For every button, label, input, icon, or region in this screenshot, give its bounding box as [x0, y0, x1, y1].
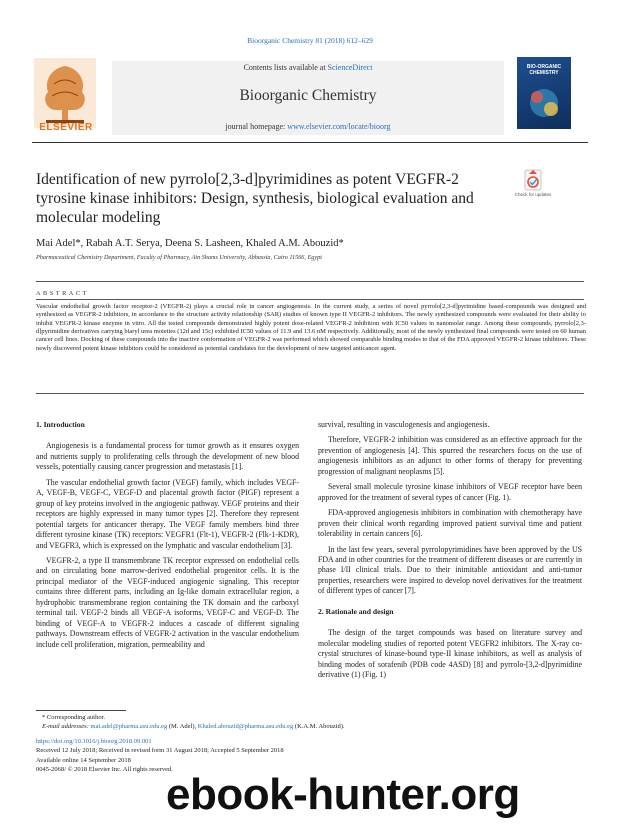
journal-name: Bioorganic Chemistry [239, 87, 377, 104]
footnote-rule [36, 710, 126, 711]
paragraph: Angiogenesis is a fundamental process for tumor growth as it ensures oxygen and nutrients supply to proliferating cells through the development of new blood vessels, potentially causing cancer progression and metastasis [1]. [36, 441, 299, 472]
paragraph: Therefore, VEGFR-2 inhibition was considered as an effective approach for the prevention of angiogenesis [4]. This spurred the researchers focus on the use of angiogenesis inhibitors as an adjunct to other forms of therapy for preventing progression of malignant neoplasms [5]. [318, 435, 582, 476]
email-label: E-mail addresses: [42, 723, 91, 730]
abstract-bottom-rule [36, 393, 584, 394]
abstract-text: Vascular endothelial growth factor receptor-2 (VEGFR-2) plays a crucial role in cancer angiogenesis. In the current study, a series of novel pyrrolo[2,3-d]pyrimidine based-compounds was designed and synthesized as VEGFR-2 inhibitors, in accordance to the structure activity relationship (SAR) studies of known type II VEGFR-2 inhibitors. The newly synthesized compounds were evaluated for their ability to inhibit VEGFR-2 kinase enzyme in vitro. All the tested compounds demonstrated highly potent dose-related VEGFR-2 inhibition with IC50 values in nanomolar range. Among these compounds, pyrrolo[2,3-d]pyrimidine derivatives carrying biaryl urea moieties (12d and 15c) exhibited IC50 values of 11.9 and 13.6 nM respectively. Additionally, most of the newly synthesized final compounds were tested on 60 human cancer cell lines. Docking of these compounds into the inactive conformation of VEGFR-2 was performed which showed comparable binding modes to that of the FDA approved VEGFR-2 kinase inhibitors. These newly discovered potent kinase inhibitors could be considered as potential candidates for the development of new targeted anticancer agent. [36, 303, 586, 352]
elsevier-tree-logo [34, 58, 96, 128]
email-link-abouzid[interactable]: Khaled.abouzid@pharma.asu.edu.eg [197, 723, 294, 730]
cover-molecule-graphic [523, 83, 565, 123]
paragraph: The design of the target compounds was based on literature survey and molecular modeling studies of reported potent VEGFR2 inhibitors. The X-ray co-crystal structures of kinase-bound type-II kinase inhibitors, as well as analysis of binding modes of sorafenib (PDB code 4ASD) [8] and pyrrolo-[3,2-d]pyrimidine derivative (1) (Fig. 1) [318, 628, 582, 680]
corresponding-author-note: * Corresponding author. [42, 714, 106, 721]
copyright-line: 0045-2068/ © 2018 Elsevier Inc. All rights reserved. [36, 766, 173, 774]
section-heading-rationale: 2. Rationale and design [318, 606, 394, 616]
paragraph: Several small molecule tyrosine kinase inhibitors of VEGF receptor have been approved for the treatment of several types of cancer (Fig. 1). [318, 482, 582, 502]
body-column-right [318, 420, 582, 681]
abstract-heading: ABSTRACT [36, 290, 89, 297]
author-list: Mai Adel*, Rabah A.T. Serya, Deena S. Lasheen, Khaled A.M. Abouzid* [36, 238, 344, 249]
contents-line [112, 63, 504, 72]
journal-cover-image [517, 57, 571, 129]
cover-title: BIO-ORGANIC CHEMISTRY [526, 64, 562, 76]
contents-prefix: Contents lists available at [243, 63, 328, 72]
paragraph: The vascular endothelial growth factor (VEGF) family, which includes VEGF-A, VEGF-B, VEGF-C, VEGF-D and placental growth factor (PIGF) represent a group of key proteins involved in the angiogenic pathway. VEGF proteins and their receptors are highly expressed in many tumor types [2]. Therefore they represent potential targets for anticancer therapy. The VEGF family members bind three different tyrosine kinase (TK) receptors: VEGFR1 (Flt-1), VEGFR-2 (Flk-1-KDR), and VEGFR3, which is expressed on the lymphatic and vascular endothelium [3]. [36, 477, 299, 550]
section-heading-introduction: 1. Introduction [36, 420, 85, 429]
received-dates: Received 12 July 2018; Received in revised form 31 August 2018; Accepted 5 September 2018 [36, 747, 284, 755]
email-owner: (K.A.M. Abouzid). [293, 723, 345, 730]
doi-link[interactable]: https://doi.org/10.1016/j.bioorg.2018.09.001 [36, 738, 152, 745]
journal-homepage [112, 122, 504, 131]
sciencedirect-link[interactable]: ScienceDirect [327, 63, 373, 72]
article-title: Identification of new pyrrolo[2,3-d]pyrimidines as potent VEGFR-2 tyrosine kinase inhibitors: Design, synthesis, biological evaluation and molecular modeling [36, 171, 474, 226]
journal-reference[interactable] [0, 36, 620, 45]
email-owner: (M. Adel), [167, 723, 198, 730]
paragraph: In the last few years, several pyrrolopyrimidines have been approved by the US FDA and in other countries for the treatment of different diseases or are currently in phase I/II clinical trials. Due to their inimitable antioxidant and anti-tumor properties, researchers were inspired to develop novel derivatives for the treatment of different types of cancer [7]. [318, 544, 582, 596]
watermark-text: ebook-hunter.org [166, 770, 520, 819]
footnotes [42, 713, 582, 731]
paragraph: survival, resulting in vasculogenesis and angiogenesis. [318, 420, 490, 429]
online-date: Available online 14 September 2018 [36, 756, 131, 764]
publisher-name: ELSEVIER [39, 122, 93, 133]
homepage-prefix: journal homepage: [225, 122, 288, 131]
header-divider [32, 142, 588, 143]
publication-info [36, 737, 336, 775]
affiliation: Pharmaceutical Chemistry Department, Faculty of Pharmacy, Ain Shams University, Abbassia, Cairo 11566, Egypt [36, 254, 322, 261]
email-line [42, 722, 582, 731]
check-for-updates-label[interactable]: Check for updates [514, 192, 552, 197]
paragraph: FDA-approved angiogenesis inhibitors in combination with chemotherapy have proven their clinical worth regarding improved patient survival time and patient tolerability in certain cancers [6]. [318, 508, 582, 539]
body-column-left [36, 420, 299, 650]
abstract-heading-rule [36, 299, 584, 300]
email-link-adel[interactable]: mai.adel@pharma.asu.edu.eg [90, 723, 168, 730]
journal-reference-link[interactable]: Bioorganic Chemistry 81 (2018) 612–629 [247, 36, 373, 45]
paragraph: VEGFR-2, a type II transmembrane TK receptor expressed on endothelial cells and on circulating bone marrow-derived endothelial progenitor cells. It is the principal mediator of the VEGF-induced angiogenic signaling. This receptor contains three different parts, including an Ig-like domain extracellular region, a hydrophobic transmembrane region containing the TK domain and the carboxyl terminal tail. VEGF-2 binds all VEGF-A isoforms, VEGF-C and VEGF-D. The binding of VEGF-A to VEGFR-2 induces a cascade of different signaling pathways. Downstream effects of VEGFR-2 activation in the vascular endothelium include cell proliferation, migration, permeability and [36, 555, 299, 649]
abstract-top-rule [36, 281, 584, 282]
homepage-link[interactable]: www.elsevier.com/locate/bioorg [287, 122, 391, 131]
